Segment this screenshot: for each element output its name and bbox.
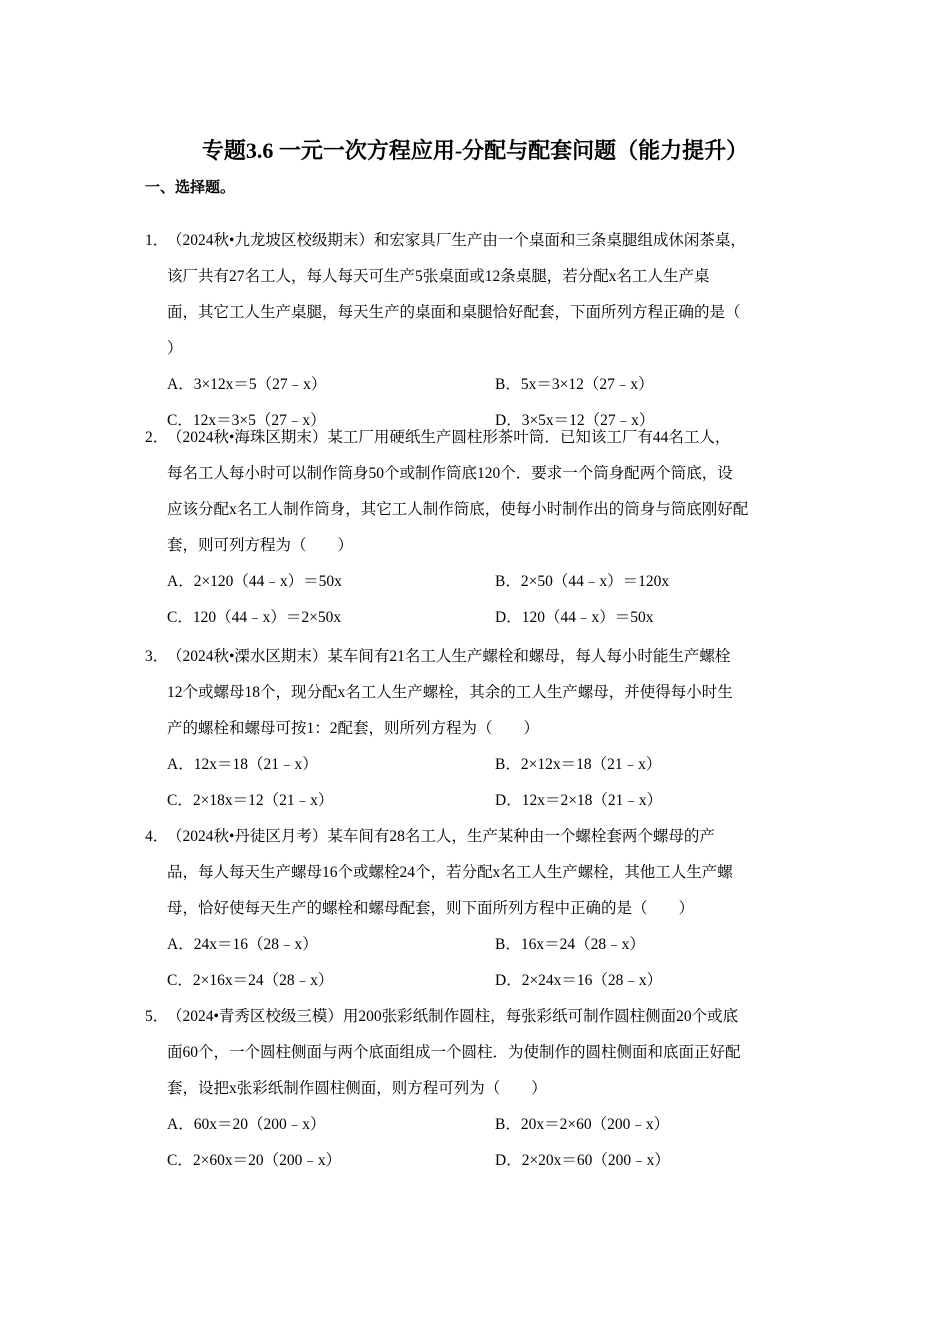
- option-a: A．2×120（44﹣x）＝50x: [167, 573, 342, 590]
- question-text-line: （2024秋•丹徒区月考）某车间有28名工人，生产某种由一个螺栓套两个螺母的产: [167, 828, 715, 845]
- question-text-line: 产的螺栓和螺母可按1：2配套，则所列方程为（ ）: [167, 720, 540, 737]
- option-c: C．2×16x＝24（28﹣x）: [167, 972, 334, 989]
- option-b: B．20x＝2×60（200﹣x）: [495, 1116, 670, 1133]
- option-c: C．12x＝3×5（27﹣x）: [167, 412, 326, 429]
- option-a: A．3×12x＝5（27﹣x）: [167, 376, 327, 393]
- question-text-line: 品，每人每天生产螺母16个或螺栓24个，若分配x名工人生产螺栓，其他工人生产螺: [167, 864, 733, 881]
- options-row: [145, 783, 815, 819]
- question-number: 5．: [145, 1008, 169, 1025]
- question-text-line: 面60个，一个圆柱侧面与两个底面组成一个圆柱．为使制作的圆柱侧面和底面正好配: [167, 1044, 741, 1061]
- option-a: A．60x＝20（200﹣x）: [167, 1116, 326, 1133]
- question-text-line: （2024秋•九龙坡区校级期末）和宏家具厂生产由一个桌面和三条桌腿组成休闲茶桌，: [167, 232, 746, 249]
- question-text-line: 套，设把x张彩纸制作圆柱侧面，则方程可列为（ ）: [167, 1080, 547, 1097]
- options-row: [145, 564, 815, 600]
- option-d: D．12x＝2×18（21﹣x）: [495, 792, 663, 809]
- question-text-line: 面，其它工人生产桌腿，每天生产的桌面和桌腿恰好配套，下面所列方程正确的是（: [167, 304, 741, 321]
- question-text-line: 12个或螺母18个，现分配x名工人生产螺栓，其余的工人生产螺母，并使得每小时生: [167, 684, 733, 701]
- question-text-line: 该厂共有27名工人，每人每天可生产5张桌面或12条桌腿，若分配x名工人生产桌: [167, 268, 710, 285]
- question-number: 2．: [145, 429, 169, 446]
- option-c: C．2×18x＝12（21﹣x）: [167, 792, 334, 809]
- option-a: A．24x＝16（28﹣x）: [167, 936, 318, 953]
- question-text-line: 套，则可列方程为（ ）: [167, 537, 354, 554]
- options-row: [145, 747, 815, 783]
- option-b: B．2×50（44﹣x）＝120x: [495, 573, 670, 590]
- question-text-line: （2024•青秀区校级三模）用200张彩纸制作圆柱，每张彩纸可制作圆柱侧面20个或底: [167, 1008, 739, 1025]
- question-2: [145, 420, 815, 636]
- options-row: [145, 1143, 815, 1179]
- option-b: B．16x＝24（28﹣x）: [495, 936, 645, 953]
- question-text-line: 每名工人每小时可以制作筒身50个或制作筒底120个．要求一个筒身配两个筒底，设: [167, 465, 733, 482]
- page-title: 专题3.6 一元一次方程应用-分配与配套问题（能力提升）: [201, 138, 749, 163]
- question-text-line: （2024秋•溧水区期末）某车间有21名工人生产螺栓和螺母，每人每小时能生产螺栓: [167, 648, 731, 665]
- question-text-line: （2024秋•海珠区期末）某工厂用硬纸生产圆柱形茶叶筒．已知该工厂有44名工人，: [167, 429, 731, 446]
- option-d: D．120（44﹣x）＝50x: [495, 609, 654, 626]
- option-c: C．120（44﹣x）＝2×50x: [167, 609, 342, 626]
- option-b: B．2×12x＝18（21﹣x）: [495, 756, 662, 773]
- options-row: [145, 600, 815, 636]
- question-1: [145, 223, 815, 439]
- question-text-line: ）: [167, 340, 183, 357]
- option-d: D．2×20x＝60（200﹣x）: [495, 1152, 670, 1169]
- question-5: [145, 999, 815, 1179]
- options-row: [145, 1107, 815, 1143]
- question-text-line: 母，恰好使每天生产的螺栓和螺母配套，则下面所列方程中正确的是（ ）: [167, 900, 695, 917]
- options-row: [145, 367, 815, 403]
- option-d: D．2×24x＝16（28﹣x）: [495, 972, 663, 989]
- question-3: [145, 639, 815, 819]
- question-text-line: 应该分配x名工人制作筒身，其它工人制作筒底，使每小时制作出的筒身与筒底刚好配: [167, 501, 749, 518]
- option-a: A．12x＝18（21﹣x）: [167, 756, 318, 773]
- question-4: [145, 819, 815, 999]
- option-d: D．3×5x＝12（27﹣x）: [495, 412, 655, 429]
- options-row: [145, 963, 815, 999]
- option-b: B．5x＝3×12（27﹣x）: [495, 376, 654, 393]
- question-number: 4．: [145, 828, 169, 845]
- question-number: 3．: [145, 648, 169, 665]
- options-row: [145, 927, 815, 963]
- question-number: 1．: [145, 232, 169, 249]
- option-c: C．2×60x＝20（200﹣x）: [167, 1152, 342, 1169]
- section-heading: 一、选择题。: [145, 180, 236, 196]
